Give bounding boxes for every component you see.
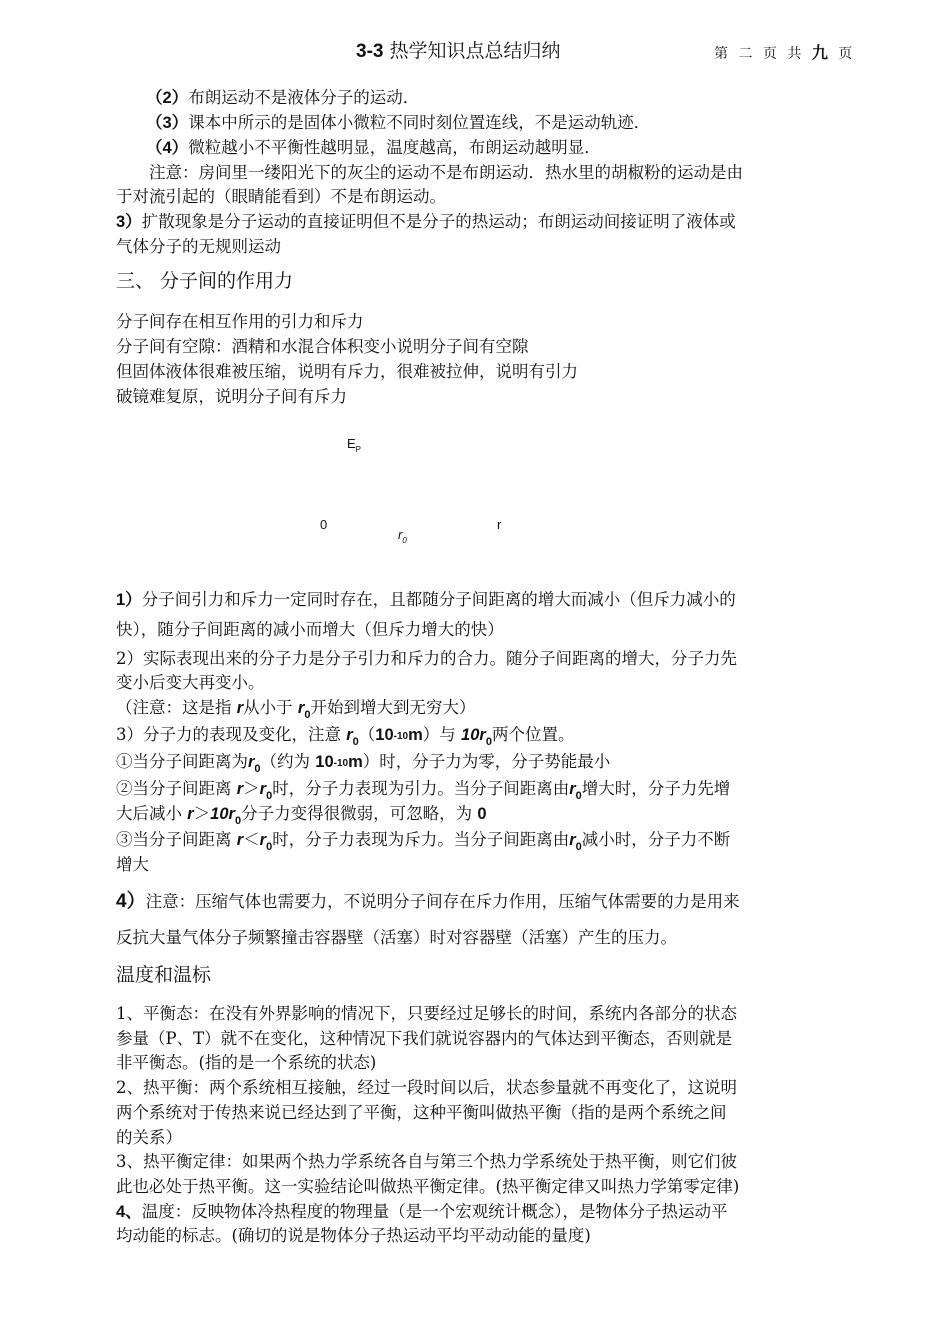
- graph-r0-label: $r_0$: [398, 527, 407, 545]
- item-text: 注意：压缩气体也需要力，不说明分子间存在斥力作用，压缩气体需要的力是用来: [145, 892, 740, 911]
- brownian-item-4: [146, 136, 870, 160]
- section3-line-1: 分子间存在相互作用的引力和斥力: [116, 312, 364, 331]
- item-number: （4）: [146, 139, 189, 157]
- force-point-4-line-2: 反抗大量气体分子频繁撞击容器壁（活塞）时对容器壁（活塞）产生的压力。: [116, 928, 677, 947]
- force-case-3-line-2: 增大: [116, 855, 149, 874]
- page-total: 九: [811, 43, 831, 62]
- force-point-1-line-1: [116, 588, 840, 612]
- item-text: 微粒越小不平衡性越明显，温度越高，布朗运动越明显．: [188, 138, 601, 157]
- temperature-point-1-line-3: 非平衡态。(指的是一个系统的状态): [116, 1053, 377, 1072]
- temperature-point-2-line-1: 2、热平衡：两个系统相互接触，经过一段时间以后，状态参量就不再变化了，这说明: [116, 1078, 737, 1097]
- section3-line-2: 分子间有空隙：酒精和水混合体积变小说明分子间有空隙: [116, 337, 529, 356]
- item-text: 分子间引力和斥力一定同时存在，且都随分子间距离的增大而减小（但斥力减小的: [141, 590, 736, 609]
- temperature-point-3-line-1: 3、热平衡定律：如果两个热力学系统各自与第三个热力学系统处于热平衡，则它们彼: [116, 1152, 737, 1171]
- item-text: 温度：反映物体冷热程度的物理量（是一个宏观统计概念），是物体分子热运动平: [141, 1202, 728, 1221]
- graph-origin-label: 0: [320, 517, 328, 532]
- section3-line-3: 但固体液体很难被压缩，说明有斥力，很难被拉伸，说明有引力: [116, 362, 578, 381]
- item-number: 4）: [116, 891, 146, 912]
- page-counter: [714, 40, 855, 63]
- section3-line-4: 破镜难复原，说明分子间有斥力: [116, 387, 347, 406]
- title-number: 3-3: [356, 41, 384, 62]
- force-point-1-line-2: 快），随分子间距离的减小而增大（但斥力增大的快）: [116, 620, 504, 639]
- brownian-item-3: [146, 111, 870, 135]
- document-title: [356, 36, 561, 63]
- item-text: 布朗运动不是液体分子的运动．: [188, 88, 420, 107]
- force-point-2-line-2: 变小后变大再变小。: [116, 673, 265, 692]
- temperature-point-1-line-2: 参量（P、T）就不在变化，这种情况下我们就说容器内的气体达到平衡态，否则就是: [116, 1029, 733, 1048]
- item-text: 课本中所示的是固体小微粒不同时刻位置连线，不是运动轨迹．: [188, 113, 651, 132]
- temperature-point-4-line-1: [116, 1200, 840, 1224]
- diffusion-point-line-2: 气体分子的无规则运动: [116, 237, 281, 256]
- item-number: 4、: [116, 1203, 142, 1221]
- item-text: 扩散现象是分子运动的直接证明但不是分子的热运动；布朗运动间接证明了液体或: [141, 212, 736, 231]
- section-heading-temperature: 温度和温标: [116, 964, 212, 986]
- item-number: （2）: [146, 89, 189, 107]
- title-text: 热学知识点总结归纳: [389, 40, 561, 62]
- force-case-1: ①当分子间距离为$r_0$（约为 10-10m）时，分子力为零，分子势能最小: [116, 752, 611, 775]
- section-heading-intermolecular-force: 三、 分子间的作用力: [116, 270, 294, 292]
- force-point-4-line-1: [116, 890, 840, 914]
- item-number: （3）: [146, 114, 189, 132]
- brownian-item-2: [146, 86, 870, 110]
- temperature-point-3-line-2: 此也必处于热平衡。这一实验结论叫做热平衡定律。(热平衡定律又叫热力学第零定律): [116, 1177, 740, 1196]
- item-number: 3）: [116, 213, 142, 231]
- page-counter-suffix: 页: [838, 46, 856, 62]
- item-number: 1）: [116, 591, 142, 609]
- force-note: （注意：这是指 r从小于 $r_0$开始到增大到无穷大）: [116, 698, 476, 721]
- force-case-3-line-1: ③当分子间距离 $r<r_0$时，分子力表现为斥力。当分子间距离由$r_0$减小时，分子力不断: [116, 830, 731, 853]
- force-case-2-line-1: ②当分子间距离 $r>r_0$时，分子力表现为引力。当分子间距离由$r_0$增大时，分子力先增: [116, 779, 731, 802]
- force-point-2-line-1: 2）实际表现出来的分子力是分子引力和斥力的合力。随分子间距离的增大，分子力先: [116, 649, 737, 668]
- force-point-3: 3）分子力的表现及变化，注意 $r_0(10-10m)$与 $10r_0$两个位置。: [116, 725, 575, 748]
- page-counter-prefix: 第 二 页 共: [714, 46, 805, 62]
- brownian-note-line-2: 于对流引起的（眼睛能看到）不是布朗运动。: [116, 187, 446, 206]
- brownian-note-line-1: 注意：房间里一缕阳光下的灰尘的运动不是布朗运动．热水里的胡椒粉的运动是由: [149, 163, 743, 182]
- temperature-point-4-line-2: 均动能的标志。(确切的说是物体分子热运动平均平动动能的量度): [116, 1226, 591, 1245]
- diffusion-point-line-1: [116, 210, 840, 234]
- temperature-point-2-line-2: 两个系统对于传热来说已经达到了平衡，这种平衡叫做热平衡（指的是两个系统之间: [116, 1103, 727, 1122]
- temperature-point-1-line-1: 1、平衡态：在没有外界影响的情况下，只要经过足够长的时间，系统内各部分的状态: [116, 1004, 737, 1023]
- force-case-2-line-2: 大后减小 $r>10r_0$分子力变得很微弱，可忽略，为 0: [116, 804, 487, 827]
- graph-ep-label: $E_P$: [347, 436, 362, 454]
- graph-r-axis-label: r: [497, 517, 502, 532]
- temperature-point-2-line-3: 的关系）: [116, 1128, 182, 1147]
